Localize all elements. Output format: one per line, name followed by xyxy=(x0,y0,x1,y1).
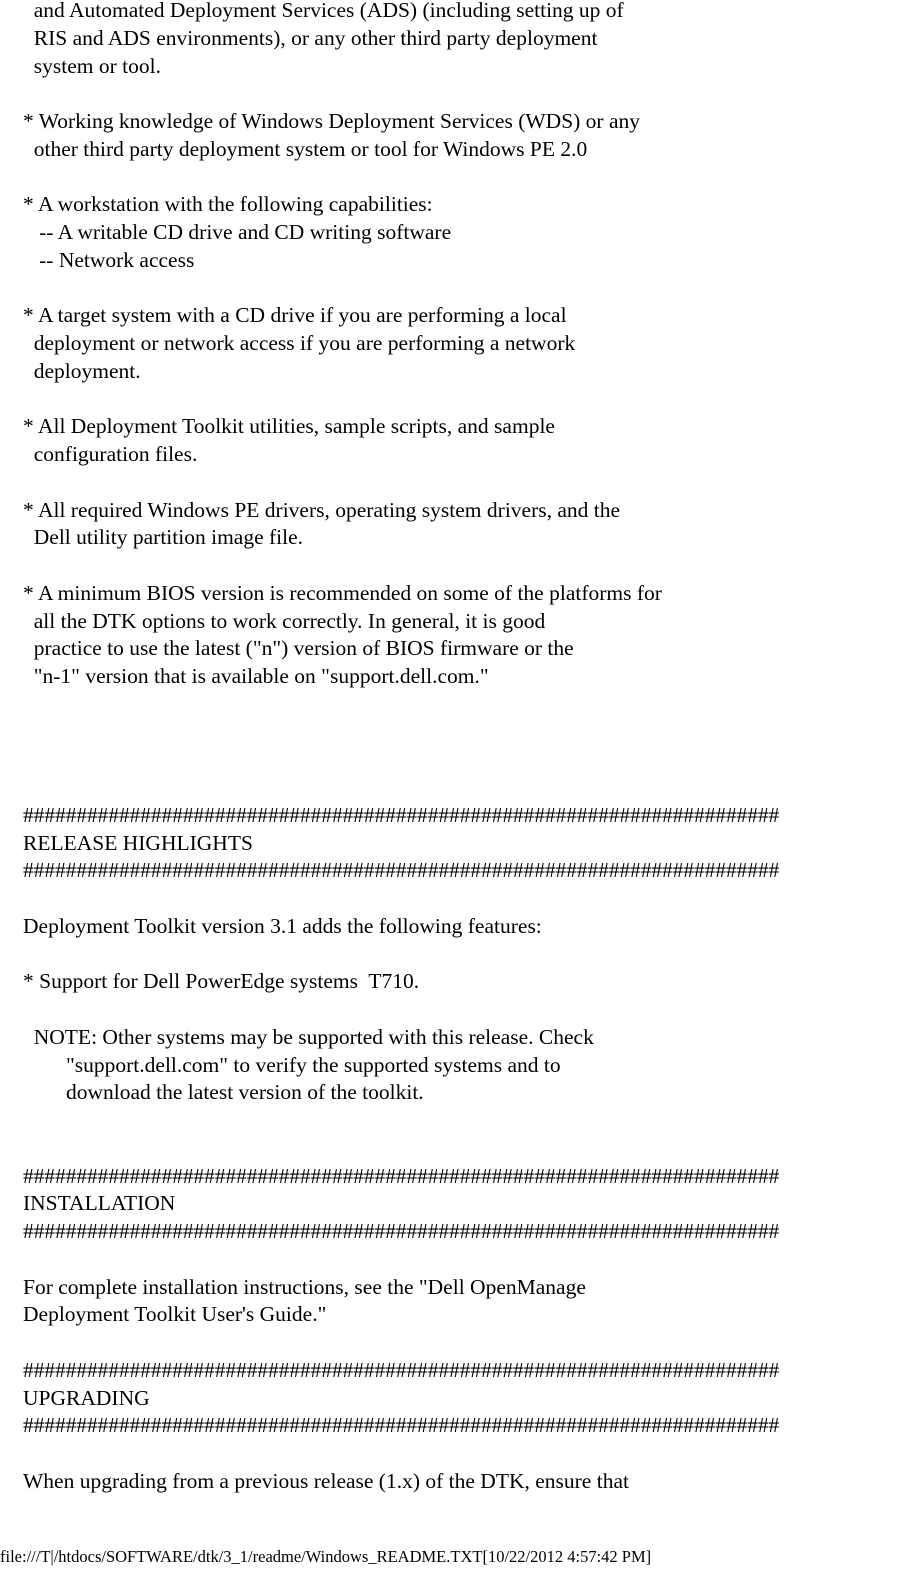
text-line: "support.dell.com" to verify the supported systems and to xyxy=(23,1052,561,1077)
section-divider: ####################################################################### xyxy=(23,802,780,827)
text-line: Deployment Toolkit version 3.1 adds the following features: xyxy=(23,913,542,938)
blank-line xyxy=(23,469,897,497)
text-line: all the DTK options to work correctly. In general, it is good xyxy=(23,608,546,633)
text-line: download the latest version of the toolkit. xyxy=(23,1080,424,1105)
blank-line xyxy=(23,746,897,774)
text-line: RIS and ADS environments), or any other third party deployment xyxy=(23,25,598,50)
text-line: system or tool. xyxy=(23,53,161,78)
text-line: * A minimum BIOS version is recommended on some of the platforms for xyxy=(23,580,662,605)
section-divider: ####################################################################### xyxy=(23,1413,780,1438)
blank-line xyxy=(23,941,897,969)
text-line: configuration files. xyxy=(23,442,198,466)
blank-line xyxy=(23,1440,897,1468)
text-line: For complete installation instructions, see the "Dell OpenManage xyxy=(23,1274,586,1299)
blank-line xyxy=(23,996,897,1024)
section-divider: ####################################################################### xyxy=(23,1219,780,1243)
text-line: * Working knowledge of Windows Deployment Services (WDS) or any xyxy=(23,109,641,133)
blank-line xyxy=(23,1246,897,1274)
blank-line xyxy=(23,386,897,414)
text-line: practice to use the latest ("n") version of BIOS firmware or the xyxy=(23,636,574,661)
section-divider: ####################################################################### xyxy=(23,858,780,883)
text-line: Deployment Toolkit User's Guide." xyxy=(23,1302,327,1327)
text-line: * All Deployment Toolkit utilities, sample scripts, and sample xyxy=(23,414,555,439)
section-heading: INSTALLATION xyxy=(23,1191,176,1216)
page-footer-file-path: file:///T|/htdocs/SOFTWARE/dtk/3_1/readme/Windows_README.TXT[10/22/2012 4:57:42 PM] xyxy=(0,1547,652,1566)
text-line: * Support for Dell PowerEdge systems T710. xyxy=(23,969,420,994)
text-line: deployment or network access if you are performing a network xyxy=(23,331,576,355)
section-divider: ####################################################################### xyxy=(23,1357,780,1382)
text-line: -- Network access xyxy=(23,247,195,272)
text-line: * A target system with a CD drive if you are performing a local xyxy=(23,303,567,328)
blank-line xyxy=(23,719,897,747)
text-line: other third party deployment system or tool for Windows PE 2.0 xyxy=(23,136,588,161)
section-heading: UPGRADING xyxy=(23,1385,150,1410)
blank-line xyxy=(23,885,897,913)
text-line: -- A writable CD drive and CD writing software xyxy=(23,220,452,244)
blank-line xyxy=(23,1135,897,1163)
blank-line xyxy=(23,552,897,580)
blank-line xyxy=(23,691,897,719)
text-line: Dell utility partition image file. xyxy=(23,525,304,550)
text-line: * A workstation with the following capabilities: xyxy=(23,192,433,217)
text-line: NOTE: Other systems may be supported with this release. Check xyxy=(23,1024,594,1049)
readme-text-body xyxy=(23,0,897,1496)
blank-line xyxy=(23,80,897,108)
blank-line xyxy=(23,275,897,303)
text-line: and Automated Deployment Services (ADS) (including setting up of xyxy=(23,0,624,22)
text-line: When upgrading from a previous release (1.x) of the DTK, ensure that xyxy=(23,1468,629,1493)
section-heading: RELEASE HIGHLIGHTS xyxy=(23,830,253,855)
blank-line xyxy=(23,164,897,192)
text-line: deployment. xyxy=(23,358,141,383)
section-divider: ####################################################################### xyxy=(23,1163,780,1188)
text-line: * All required Windows PE drivers, operating system drivers, and the xyxy=(23,497,621,522)
text-line: "n-1" version that is available on "support.dell.com." xyxy=(23,664,489,688)
blank-line xyxy=(23,1107,897,1135)
blank-line xyxy=(23,774,897,802)
blank-line xyxy=(23,1329,897,1357)
